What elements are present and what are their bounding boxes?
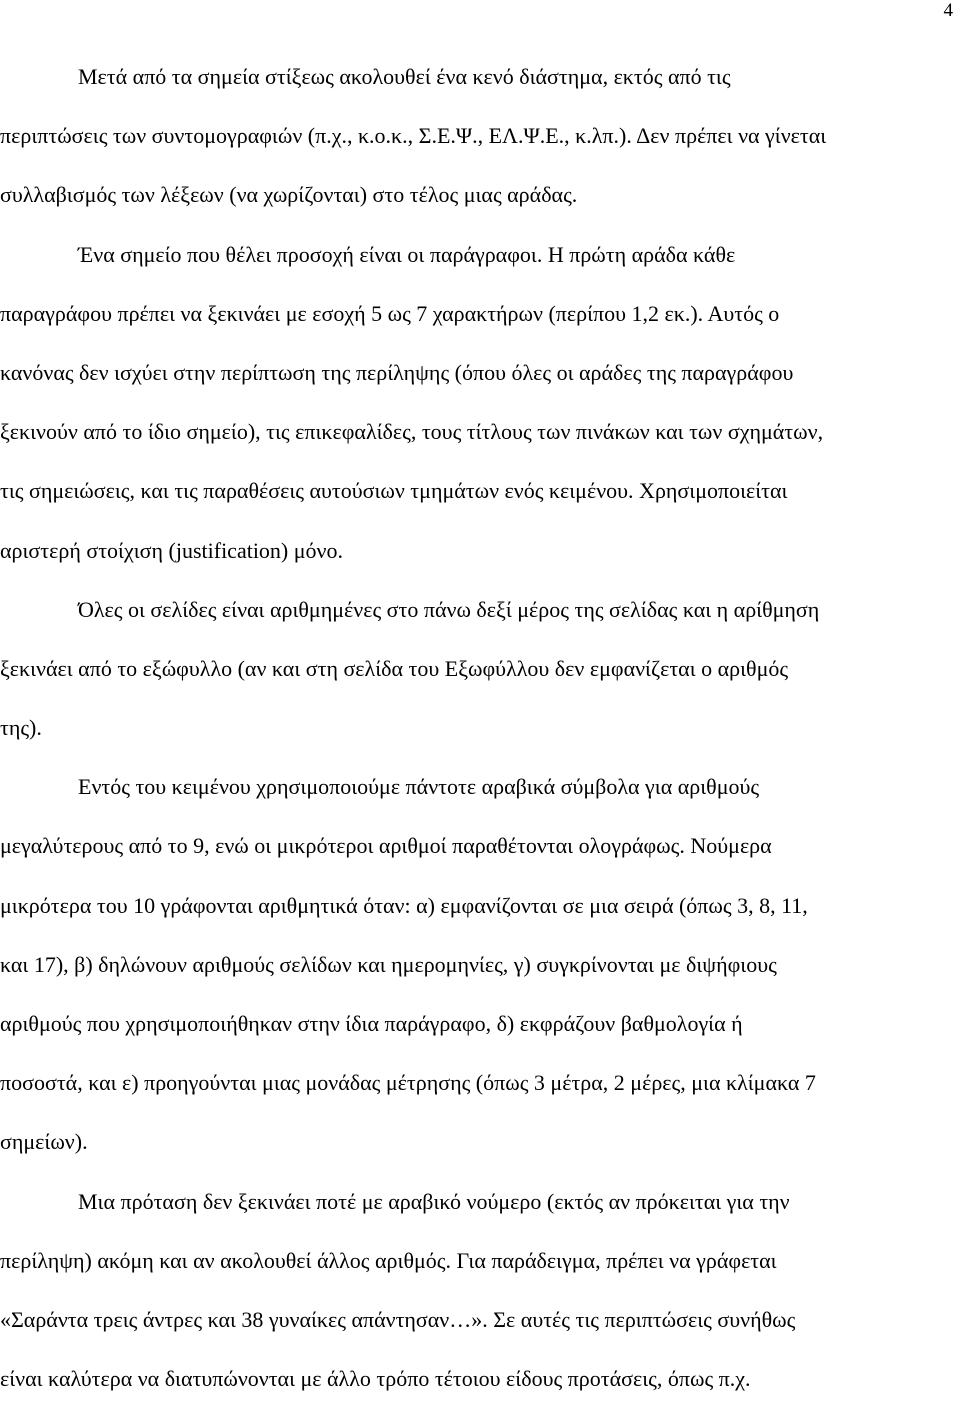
text-line: αριθμούς που χρησιμοποιήθηκαν στην ίδια παράγραφο, δ) εκφράζουν βαθμολογία ή	[0, 1011, 743, 1036]
text-line: μικρότερα του 10 γράφονται αριθμητικά όταν: α) εμφανίζονται σε μια σειρά (όπως 3, 8, 11,	[0, 892, 808, 918]
text-line: της).	[0, 715, 42, 741]
page-number: 4	[943, 0, 953, 21]
text-line: Εντός του κειμένου χρησιμοποιούμε πάντοτε αραβικά σύμβολα για αριθμούς	[78, 774, 760, 800]
text-line: Όλες οι σελίδες είναι αριθμημένες στο πάνω δεξί μέρος της σελίδας και η αρίθμηση	[78, 596, 820, 622]
text-line: παραγράφου πρέπει να ξεκινάει με εσοχή 5 ως 7 χαρακτήρων (περίπου 1,2 εκ.). Αυτός ο	[0, 300, 780, 326]
text-line: ποσοστά, και ε) προηγούνται μιας μονάδας μέτρησης (όπως 3 μέτρα, 2 μέρες, μια κλίμακα 7	[0, 1070, 816, 1096]
text-line: ξεκινούν από το ίδιο σημείο), τις επικεφαλίδες, τους τίτλους των πινάκων και των σχημάτων,	[0, 419, 824, 445]
text-line: περιπτώσεις των συντομογραφιών (π.χ., κ.ο.κ., Σ.Ε.Ψ., ΕΛ.Ψ.Ε., κ.λπ.). Δεν πρέπει να γίνεται	[0, 123, 827, 149]
text-line: Μια πρόταση δεν ξεκινάει ποτέ με αραβικό νούμερο (εκτός αν πρόκειται για την	[78, 1188, 790, 1214]
text-line: Ένα σημείο που θέλει προσοχή είναι οι παράγραφοι. Η πρώτη αράδα κάθε	[78, 241, 736, 267]
text-line: τις σημειώσεις, και τις παραθέσεις αυτούσιων τμημάτων ενός κειμένου. Χρησιμοποιείται	[0, 478, 788, 504]
text-line: «Σαράντα τρεις άντρες και 38 γυναίκες απάντησαν…». Σε αυτές τις περιπτώσεις συνήθως	[0, 1306, 796, 1332]
text-line: κανόνας δεν ισχύει στην περίπτωση της περίληψης (όπου όλες οι αράδες της παραγράφου	[0, 359, 794, 385]
text-line: αριστερή στοίχιση (justification) μόνο.	[0, 537, 343, 563]
text-line: σημείων).	[0, 1129, 88, 1155]
text-line: περίληψη) ακόμη και αν ακολουθεί άλλος αριθμός. Για παράδειγμα, πρέπει να γράφεται	[0, 1247, 777, 1273]
text-line: ξεκινάει από το εξώφυλλο (αν και στη σελίδα του Εξωφύλλου δεν εμφανίζεται ο αριθμός	[0, 655, 789, 681]
text-line: Μετά από τα σημεία στίξεως ακολουθεί ένα κενό διάστημα, εκτός από τις	[78, 64, 731, 89]
text-line: και 17), β) δηλώνουν αριθμούς σελίδων και ημερομηνίες, γ) συγκρίνονται με διψήφιους	[0, 951, 777, 977]
text-line: είναι καλύτερα να διατυπώνονται με άλλο τρόπο τέτοιου είδους προτάσεις, όπως π.χ.	[0, 1366, 751, 1392]
text-line: συλλαβισμός των λέξεων (να χωρίζονται) στο τέλος μιας αράδας.	[0, 182, 578, 208]
text-line: μεγαλύτερους από το 9, ενώ οι μικρότεροι αριθμοί παραθέτονται ολογράφως. Νούμερα	[0, 833, 772, 859]
document-body	[0, 47, 960, 1408]
